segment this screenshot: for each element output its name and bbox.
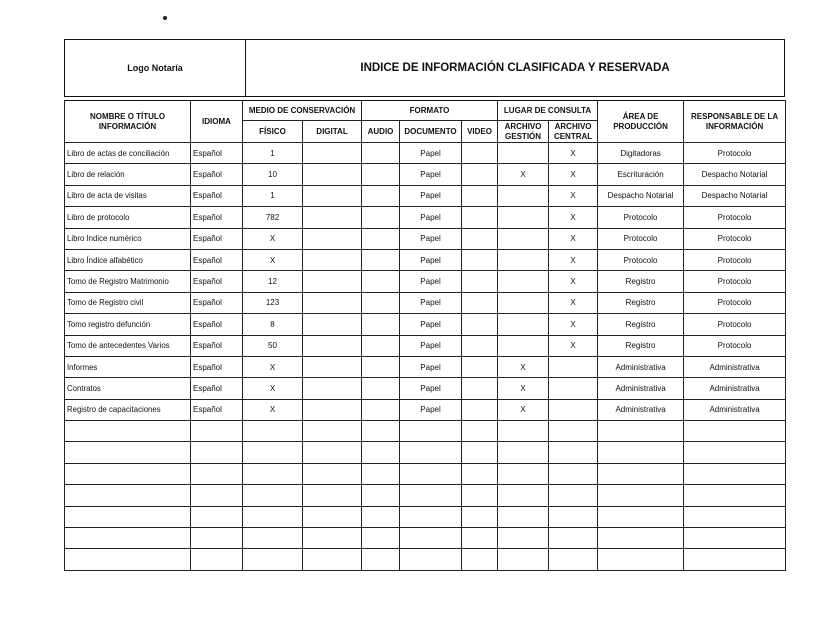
- cell-fisico: 10: [243, 164, 303, 185]
- cell-digital: [303, 378, 362, 399]
- cell-documento: Papel: [400, 335, 462, 356]
- cell-idioma: [191, 549, 243, 570]
- cell-nombre: Tomo registro defunción: [65, 314, 191, 335]
- cell-area: [598, 442, 684, 463]
- cell-video: [462, 271, 498, 292]
- cell-idioma: Español: [191, 356, 243, 377]
- cell-area: Despacho Notarial: [598, 185, 684, 206]
- cell-central: [549, 506, 598, 527]
- cell-idioma: Español: [191, 228, 243, 249]
- cell-digital: [303, 185, 362, 206]
- cell-digital: [303, 463, 362, 484]
- cell-responsable: Administrativa: [684, 378, 786, 399]
- cell-digital: [303, 442, 362, 463]
- cell-nombre: [65, 549, 191, 570]
- cell-video: [462, 164, 498, 185]
- cell-nombre: Registro de capacitaciones: [65, 399, 191, 420]
- cell-nombre: Tomo de Registro civil: [65, 292, 191, 313]
- cell-audio: [362, 378, 400, 399]
- cell-documento: [400, 485, 462, 506]
- cell-digital: [303, 335, 362, 356]
- cell-documento: [400, 549, 462, 570]
- cell-fisico: [243, 442, 303, 463]
- cell-digital: [303, 228, 362, 249]
- cell-gestion: [498, 228, 549, 249]
- cell-video: [462, 442, 498, 463]
- cell-gestion: X: [498, 399, 549, 420]
- cell-nombre: Libro de actas de conciliación: [65, 143, 191, 164]
- cell-documento: Papel: [400, 271, 462, 292]
- cell-audio: [362, 143, 400, 164]
- cell-audio: [362, 314, 400, 335]
- col-area-produccion: ÁREA DE PRODUCCIÓN: [598, 101, 684, 143]
- col-archivo-central: ARCHIVO CENTRAL: [549, 121, 598, 143]
- cell-video: [462, 143, 498, 164]
- cell-area: [598, 506, 684, 527]
- cell-audio: [362, 399, 400, 420]
- cell-central: [549, 528, 598, 549]
- cell-area: [598, 528, 684, 549]
- cell-gestion: [498, 485, 549, 506]
- cell-central: X: [549, 143, 598, 164]
- cell-digital: [303, 356, 362, 377]
- cell-nombre: Contratos: [65, 378, 191, 399]
- cell-video: [462, 463, 498, 484]
- cell-responsable: Protocolo: [684, 271, 786, 292]
- col-medio-conservacion: MEDIO DE CONSERVACIÓN: [243, 101, 362, 121]
- cell-gestion: [498, 185, 549, 206]
- cell-video: [462, 314, 498, 335]
- cell-central: X: [549, 249, 598, 270]
- cell-responsable: Despacho Notarial: [684, 164, 786, 185]
- cell-area: Digitadoras: [598, 143, 684, 164]
- cell-digital: [303, 314, 362, 335]
- cell-idioma: Español: [191, 314, 243, 335]
- cell-audio: [362, 356, 400, 377]
- cell-documento: Papel: [400, 399, 462, 420]
- cell-idioma: Español: [191, 292, 243, 313]
- col-audio: AUDIO: [362, 121, 400, 143]
- cell-fisico: X: [243, 378, 303, 399]
- cell-gestion: X: [498, 356, 549, 377]
- cell-central: [549, 463, 598, 484]
- table-row: [65, 528, 786, 549]
- col-nombre: NOMBRE O TÍTULO INFORMACIÓN: [65, 101, 191, 143]
- col-video: VIDEO: [462, 121, 498, 143]
- cell-responsable: [684, 442, 786, 463]
- cell-audio: [362, 528, 400, 549]
- cell-gestion: [498, 463, 549, 484]
- cell-video: [462, 228, 498, 249]
- cell-area: Protocolo: [598, 228, 684, 249]
- cell-nombre: Libro Índice alfabético: [65, 249, 191, 270]
- cell-documento: Papel: [400, 185, 462, 206]
- cell-idioma: Español: [191, 185, 243, 206]
- cell-area: Protocolo: [598, 249, 684, 270]
- cell-digital: [303, 207, 362, 228]
- cell-digital: [303, 143, 362, 164]
- cell-video: [462, 549, 498, 570]
- cell-nombre: Libro de relación: [65, 164, 191, 185]
- table-row: [65, 506, 786, 527]
- cell-nombre: Libro Indice numérico: [65, 228, 191, 249]
- cell-documento: [400, 442, 462, 463]
- cell-video: [462, 207, 498, 228]
- cell-idioma: [191, 485, 243, 506]
- cell-central: [549, 399, 598, 420]
- cell-video: [462, 356, 498, 377]
- cell-fisico: [243, 549, 303, 570]
- cell-audio: [362, 421, 400, 442]
- cell-audio: [362, 463, 400, 484]
- cell-video: [462, 185, 498, 206]
- table-row: [65, 228, 786, 249]
- cell-gestion: [498, 528, 549, 549]
- col-fisico: FÍSICO: [243, 121, 303, 143]
- cell-fisico: 12: [243, 271, 303, 292]
- table-row: [65, 207, 786, 228]
- cell-audio: [362, 164, 400, 185]
- cell-responsable: [684, 549, 786, 570]
- cell-responsable: Administrativa: [684, 399, 786, 420]
- col-archivo-gestion: ARCHIVO GESTIÓN: [498, 121, 549, 143]
- cell-documento: Papel: [400, 314, 462, 335]
- logo-placeholder: Logo Notaría: [65, 40, 246, 96]
- cell-fisico: X: [243, 249, 303, 270]
- cell-area: Escrituración: [598, 164, 684, 185]
- cell-documento: [400, 421, 462, 442]
- cell-digital: [303, 421, 362, 442]
- cell-digital: [303, 292, 362, 313]
- cell-fisico: [243, 485, 303, 506]
- cell-gestion: [498, 506, 549, 527]
- cell-audio: [362, 335, 400, 356]
- cell-responsable: [684, 528, 786, 549]
- cell-audio: [362, 228, 400, 249]
- cell-responsable: Despacho Notarial: [684, 185, 786, 206]
- table-row: [65, 292, 786, 313]
- cell-documento: Papel: [400, 249, 462, 270]
- cell-nombre: [65, 506, 191, 527]
- table-row: [65, 378, 786, 399]
- cell-area: Administrativa: [598, 356, 684, 377]
- cell-idioma: [191, 442, 243, 463]
- cell-idioma: Español: [191, 143, 243, 164]
- cell-audio: [362, 185, 400, 206]
- cell-video: [462, 378, 498, 399]
- cell-gestion: [498, 249, 549, 270]
- col-responsable: RESPONSABLE DE LA INFORMACIÓN: [684, 101, 786, 143]
- cell-area: Registro: [598, 292, 684, 313]
- table-row: [65, 185, 786, 206]
- cell-gestion: [498, 143, 549, 164]
- document-title: INDICE DE INFORMACIÓN CLASIFICADA Y RESERVADA: [360, 62, 670, 74]
- cell-nombre: Informes: [65, 356, 191, 377]
- cell-audio: [362, 485, 400, 506]
- cell-fisico: 123: [243, 292, 303, 313]
- table-row: [65, 442, 786, 463]
- cell-audio: [362, 249, 400, 270]
- cell-nombre: Tomo de antecedentes Varios: [65, 335, 191, 356]
- table-row: [65, 356, 786, 377]
- cell-central: X: [549, 335, 598, 356]
- cell-responsable: [684, 506, 786, 527]
- cell-idioma: Español: [191, 335, 243, 356]
- cell-area: Administrativa: [598, 378, 684, 399]
- cell-documento: Papel: [400, 164, 462, 185]
- cell-fisico: [243, 528, 303, 549]
- cell-area: [598, 421, 684, 442]
- cell-audio: [362, 442, 400, 463]
- cell-gestion: [498, 549, 549, 570]
- col-idioma: IDIOMA: [191, 101, 243, 143]
- document-header: [64, 39, 785, 97]
- cell-central: [549, 485, 598, 506]
- col-documento: DOCUMENTO: [400, 121, 462, 143]
- cell-area: [598, 485, 684, 506]
- cell-idioma: [191, 421, 243, 442]
- cell-central: X: [549, 228, 598, 249]
- cell-central: [549, 378, 598, 399]
- cell-documento: Papel: [400, 292, 462, 313]
- cell-nombre: [65, 421, 191, 442]
- cell-nombre: [65, 442, 191, 463]
- table-row: [65, 164, 786, 185]
- cell-fisico: 50: [243, 335, 303, 356]
- cell-responsable: Protocolo: [684, 335, 786, 356]
- cell-idioma: Español: [191, 164, 243, 185]
- cell-central: [549, 421, 598, 442]
- cell-area: [598, 549, 684, 570]
- cell-fisico: X: [243, 228, 303, 249]
- cell-fisico: X: [243, 399, 303, 420]
- cell-audio: [362, 292, 400, 313]
- cell-gestion: X: [498, 378, 549, 399]
- table-header: [65, 101, 786, 143]
- cell-digital: [303, 549, 362, 570]
- cell-video: [462, 421, 498, 442]
- cell-gestion: [498, 314, 549, 335]
- cell-central: X: [549, 271, 598, 292]
- table-row: [65, 335, 786, 356]
- cell-fisico: 8: [243, 314, 303, 335]
- cell-responsable: Protocolo: [684, 314, 786, 335]
- cell-documento: Papel: [400, 207, 462, 228]
- cell-video: [462, 335, 498, 356]
- cell-documento: [400, 463, 462, 484]
- cell-responsable: Protocolo: [684, 292, 786, 313]
- cell-gestion: [498, 207, 549, 228]
- cell-responsable: Protocolo: [684, 228, 786, 249]
- cell-responsable: [684, 463, 786, 484]
- cell-video: [462, 399, 498, 420]
- cell-documento: Papel: [400, 356, 462, 377]
- cell-central: X: [549, 314, 598, 335]
- cell-digital: [303, 528, 362, 549]
- scan-speck: [163, 16, 167, 20]
- cell-documento: [400, 506, 462, 527]
- cell-audio: [362, 549, 400, 570]
- cell-idioma: Español: [191, 249, 243, 270]
- cell-idioma: [191, 463, 243, 484]
- cell-area: Registro: [598, 271, 684, 292]
- cell-idioma: Español: [191, 207, 243, 228]
- table-row: [65, 485, 786, 506]
- cell-idioma: [191, 506, 243, 527]
- cell-digital: [303, 164, 362, 185]
- cell-video: [462, 292, 498, 313]
- cell-nombre: Libro de protocolo: [65, 207, 191, 228]
- cell-nombre: Tomo de Registro Matrimonio: [65, 271, 191, 292]
- cell-fisico: [243, 421, 303, 442]
- cell-central: X: [549, 292, 598, 313]
- table-row: [65, 421, 786, 442]
- cell-digital: [303, 506, 362, 527]
- cell-responsable: Protocolo: [684, 143, 786, 164]
- cell-nombre: [65, 485, 191, 506]
- cell-nombre: Libro de acta de visitas: [65, 185, 191, 206]
- cell-responsable: [684, 421, 786, 442]
- cell-idioma: [191, 528, 243, 549]
- cell-video: [462, 249, 498, 270]
- cell-fisico: 1: [243, 143, 303, 164]
- cell-idioma: Español: [191, 271, 243, 292]
- col-digital: DIGITAL: [303, 121, 362, 143]
- table-row: [65, 271, 786, 292]
- table-row: [65, 249, 786, 270]
- cell-fisico: [243, 506, 303, 527]
- cell-audio: [362, 207, 400, 228]
- cell-central: [549, 442, 598, 463]
- cell-idioma: Español: [191, 399, 243, 420]
- cell-audio: [362, 271, 400, 292]
- cell-responsable: [684, 485, 786, 506]
- table-body: [65, 143, 786, 571]
- cell-responsable: Protocolo: [684, 249, 786, 270]
- cell-digital: [303, 399, 362, 420]
- cell-area: [598, 463, 684, 484]
- col-lugar-consulta: LUGAR DE CONSULTA: [498, 101, 598, 121]
- cell-video: [462, 528, 498, 549]
- cell-digital: [303, 271, 362, 292]
- cell-fisico: 1: [243, 185, 303, 206]
- cell-fisico: 782: [243, 207, 303, 228]
- cell-digital: [303, 249, 362, 270]
- cell-fisico: X: [243, 356, 303, 377]
- cell-documento: [400, 528, 462, 549]
- table-row: [65, 399, 786, 420]
- cell-documento: Papel: [400, 228, 462, 249]
- cell-nombre: [65, 463, 191, 484]
- cell-documento: Papel: [400, 143, 462, 164]
- cell-gestion: X: [498, 164, 549, 185]
- cell-gestion: [498, 271, 549, 292]
- cell-responsable: Administrativa: [684, 356, 786, 377]
- cell-documento: Papel: [400, 378, 462, 399]
- table-row: [65, 314, 786, 335]
- cell-gestion: [498, 292, 549, 313]
- cell-area: Registro: [598, 314, 684, 335]
- cell-central: [549, 356, 598, 377]
- cell-responsable: Protocolo: [684, 207, 786, 228]
- cell-central: [549, 549, 598, 570]
- cell-idioma: Español: [191, 378, 243, 399]
- cell-central: X: [549, 164, 598, 185]
- cell-gestion: [498, 442, 549, 463]
- cell-video: [462, 485, 498, 506]
- cell-area: Administrativa: [598, 399, 684, 420]
- cell-fisico: [243, 463, 303, 484]
- cell-digital: [303, 485, 362, 506]
- cell-video: [462, 506, 498, 527]
- cell-area: Registro: [598, 335, 684, 356]
- col-formato: FORMATO: [362, 101, 498, 121]
- cell-gestion: [498, 335, 549, 356]
- cell-central: X: [549, 207, 598, 228]
- cell-gestion: [498, 421, 549, 442]
- cell-area: Protocolo: [598, 207, 684, 228]
- table-row: [65, 463, 786, 484]
- information-index-table: [64, 100, 786, 571]
- table-row: [65, 549, 786, 570]
- table-row: [65, 143, 786, 164]
- cell-nombre: [65, 528, 191, 549]
- cell-central: X: [549, 185, 598, 206]
- cell-audio: [362, 506, 400, 527]
